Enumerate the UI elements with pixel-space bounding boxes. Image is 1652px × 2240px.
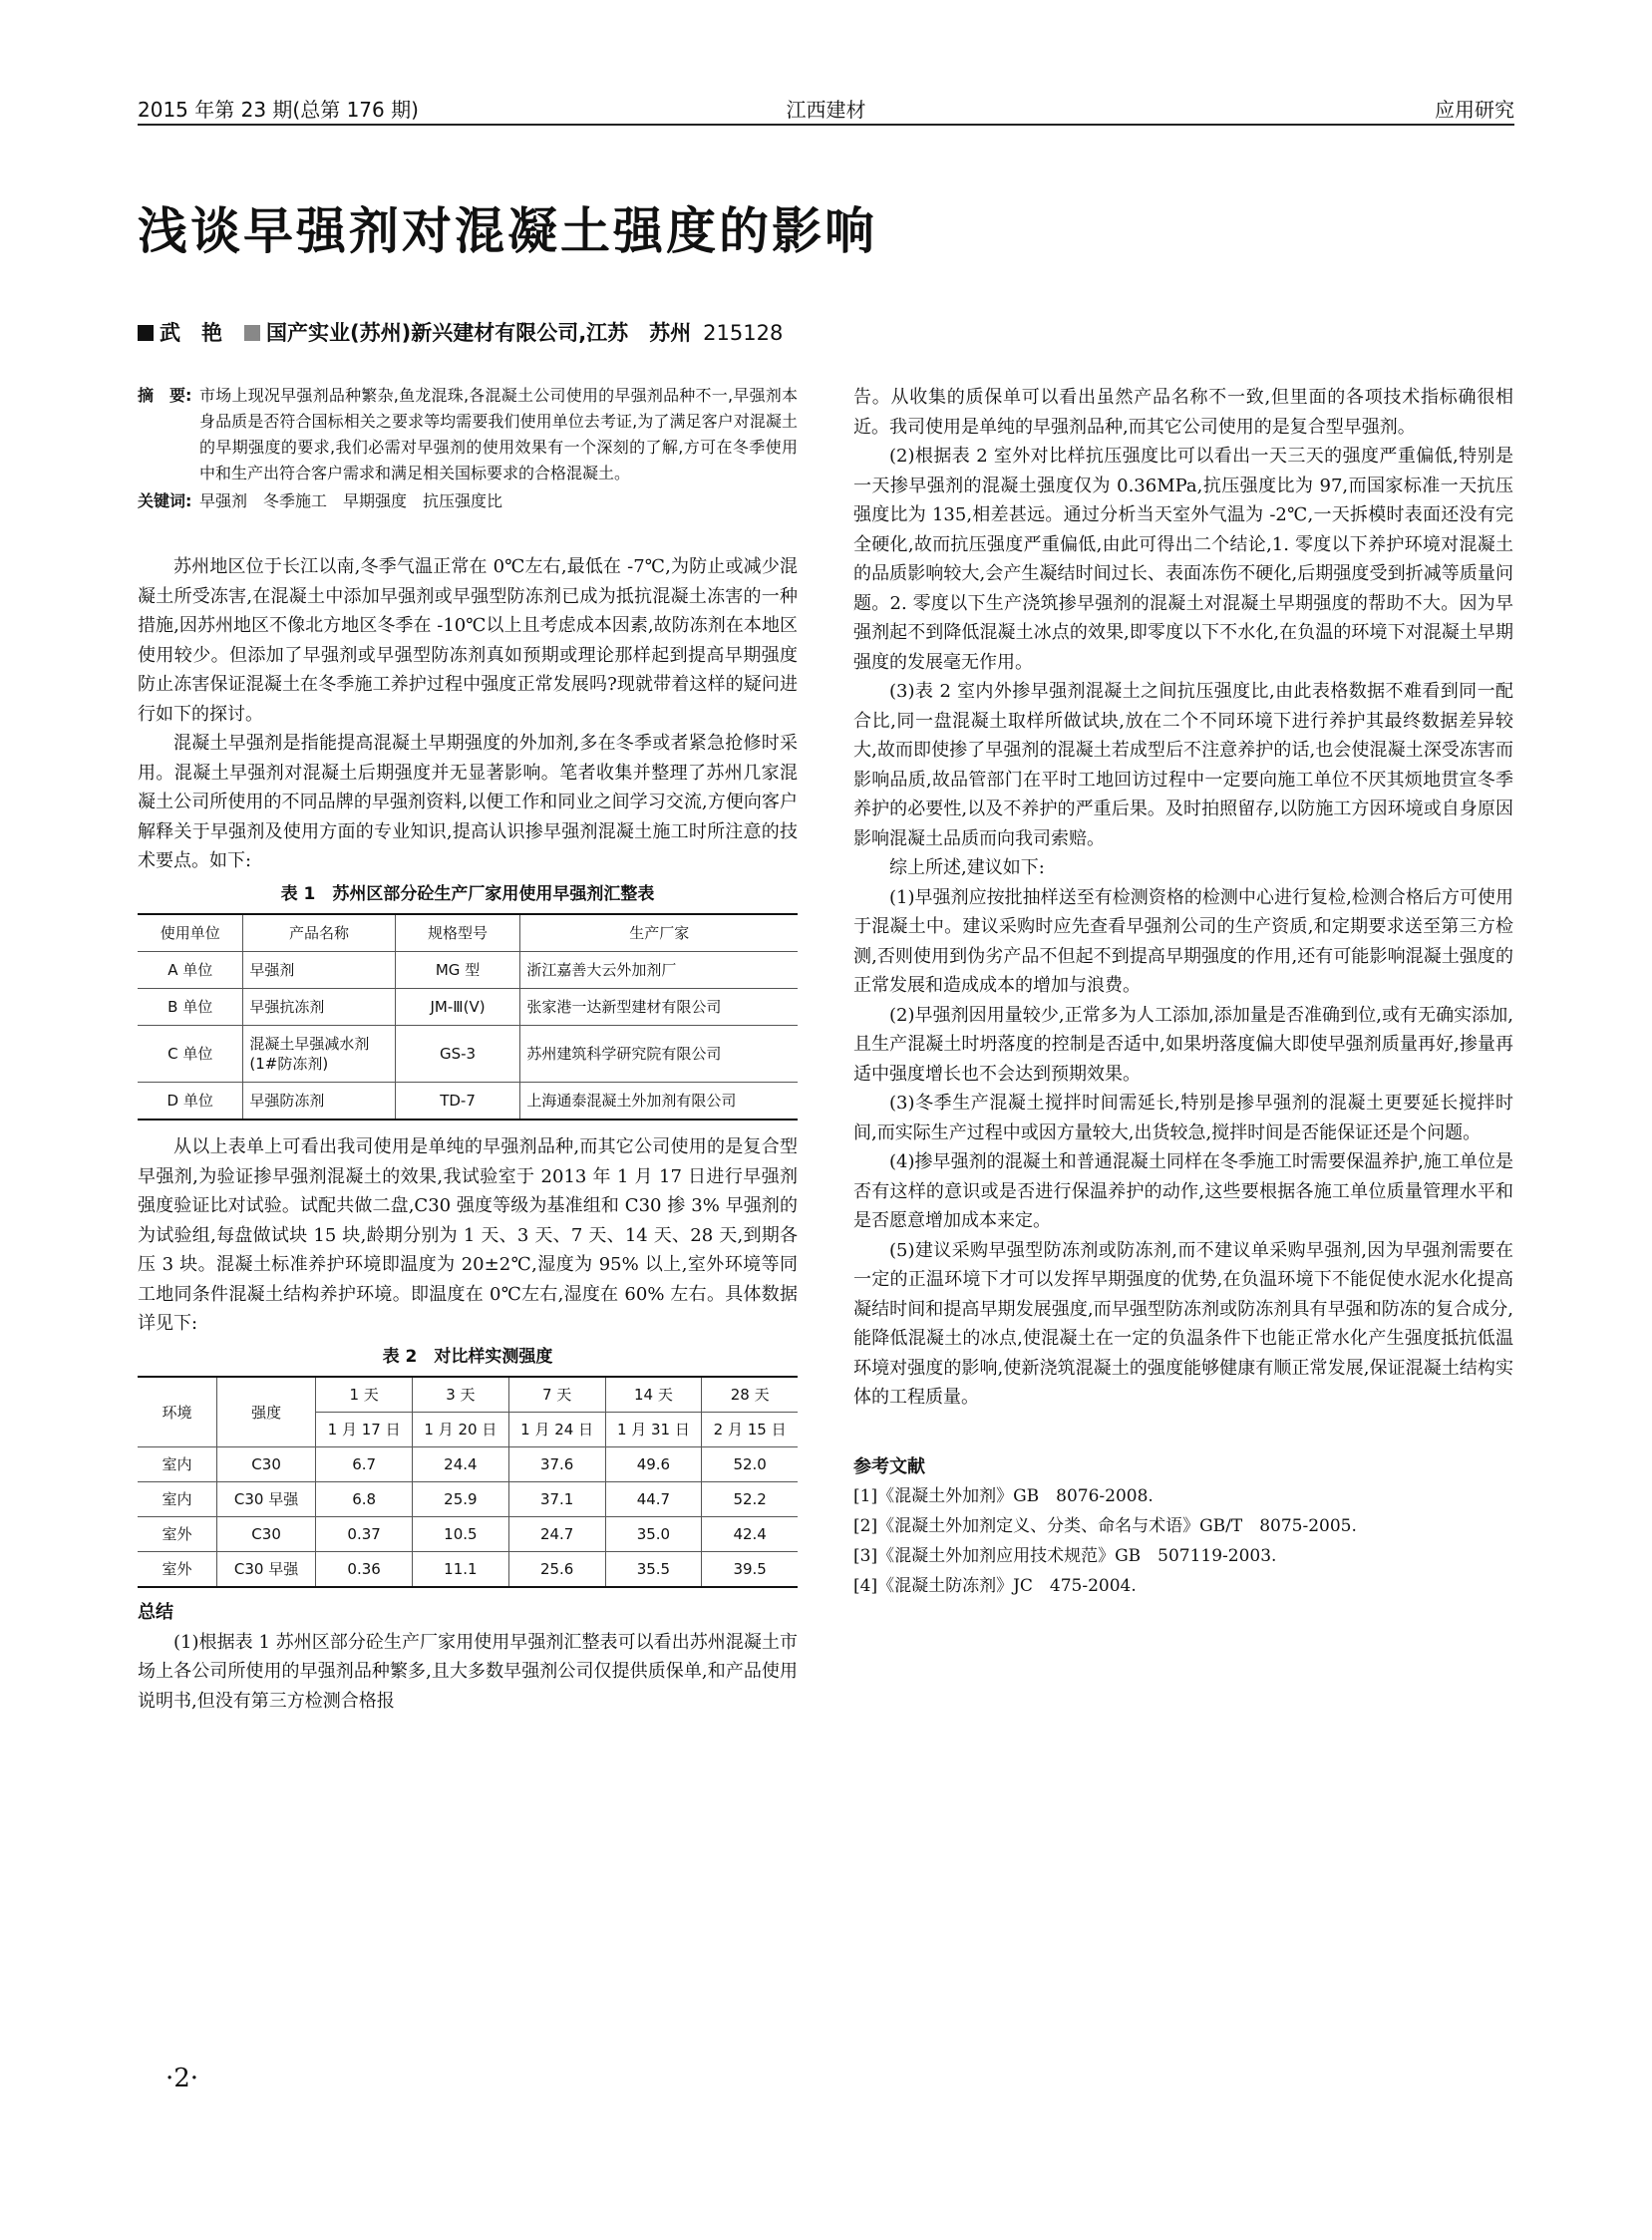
section-name: 应用研究 [1435,98,1514,122]
table-cell: 35.0 [605,1517,702,1552]
table-row [138,989,798,1026]
table-row [138,1083,798,1120]
table-cell: 11.1 [413,1552,509,1588]
table-header-cell: 28 天 [702,1377,798,1413]
references-heading: 参考文献 [853,1455,925,1477]
table-header-cell: 强度 [216,1377,315,1447]
table2-caption: 表 2 对比样实测强度 [382,1346,553,1367]
table-cell: 6.8 [316,1482,413,1517]
table-header-cell: 规格型号 [395,914,520,952]
body-paragraph: 从以上表单上可看出我司使用是单纯的早强剂品种,而其它公司使用的是复合型早强剂,为验证掺早强剂混凝土的效果,我试验室于 2013 年 1 月 17 日进行早强剂强度验证比对试验。试配共做二盘,C30 强度等级为基准组和 C30 掺 3% 早强剂的为试验组,每盘做试块 15 块,龄期分别为 1 天、3 天、7 天、14 天、28 天,到期各压 3 块。混凝土标准养护环境即温度为 20±2℃,湿度为 95% 以上,室外环境等同工地同条件混凝土结构养护环境。即温度在 0℃左右,湿度在 60% 左右。具体数据详见下: [138,1136,798,1334]
body-paragraph: (4)掺早强剂的混凝土和普通混凝土同样在冬季施工时需要保温养护,施工单位是否有这样的意识或是否进行保温养护的动作,这些要根据各施工单位质量管理水平和是否愿意增加成本来定。 [853,1151,1513,1231]
table-header-cell: 1 天 [316,1377,413,1413]
table-cell: D 单位 [138,1083,243,1120]
table-header-row [138,914,798,952]
page-number: ·2· [165,2064,199,2093]
abstract-label: 摘 要: [138,386,192,405]
table-cell: 25.9 [413,1482,509,1517]
table-row [138,1026,798,1083]
body-paragraph: (2)早强剂因用量较少,正常多为人工添加,添加量是否准确到位,或有无确实添加,且生产混凝土时坍落度的控制是否适中,如果坍落度偏大即使早强剂质量再好,掺量再适中强度增长也不会达到预期效果。 [853,1004,1513,1085]
body-paragraph: (3)表 2 室内外掺早强剂混凝土之间抗压强度比,由此表格数据不难看到同一配合比,同一盘混凝土取样所做试块,放在二个不同环境下进行养护其最终数据差异较大,故而即使掺了早强剂的混凝土若成型后不注意养护的话,也会使混凝土深受冻害而影响品质,故品管部门在平时工地回访过程中一定要向施工单位不厌其烦地贯宣冬季养护的必要性,以及不养护的严重后果。及时拍照留存,以防施工方因环境或自身原因影响混凝土品质而向我司索赔。 [853,681,1513,849]
table-header-cell: 1 月 20 日 [413,1413,509,1447]
table-cell: 49.6 [605,1447,702,1482]
table-cell: 6.7 [316,1447,413,1482]
table-cell: 37.1 [508,1482,605,1517]
table-cell: 24.7 [508,1517,605,1552]
table-cell: C30 早强 [216,1482,315,1517]
reference-item: [4]《混凝土防冻剂》JC 475-2004. [853,1576,1137,1596]
table-header-cell: 使用单位 [138,914,243,952]
table-cell: 早强抗冻剂 [243,989,395,1026]
table-cell: 室内 [138,1447,216,1482]
table-cell: C30 早强 [216,1552,315,1588]
right-column [853,383,1513,1601]
table-cell: C30 [216,1447,315,1482]
table-cell: 混凝土早强减水剂(1#防冻剂) [243,1026,395,1083]
table-cell: 浙江嘉善大云外加剂厂 [520,952,798,989]
table-cell: 室内 [138,1482,216,1517]
abstract [138,383,798,514]
table-cell: C30 [216,1517,315,1552]
issue-info: 2015 年第 23 期(总第 176 期) [138,98,419,122]
table-cell: 39.5 [702,1552,798,1588]
article-title: 浅谈早强剂对混凝土强度的影响 [138,202,877,260]
table-cell: 24.4 [413,1447,509,1482]
table1 [138,913,798,1120]
table-cell: 早强剂 [243,952,395,989]
table-cell: 42.4 [702,1517,798,1552]
table-cell: 苏州建筑科学研究院有限公司 [520,1026,798,1083]
journal-name: 江西建材 [786,98,866,122]
table-cell: 37.6 [508,1447,605,1482]
table-cell: 0.37 [316,1517,413,1552]
table-header-cell: 2 月 15 日 [702,1413,798,1447]
table-header-cell: 产品名称 [243,914,395,952]
table-cell: 25.6 [508,1552,605,1588]
keywords-text: 早强剂 冬季施工 早期强度 抗压强度比 [199,491,503,510]
body-paragraph: (2)根据表 2 室外对比样抗压强度比可以看出一天三天的强度严重偏低,特别是一天掺早强剂的混凝土强度仅为 0.36MPa,抗压强度比为 97,而国家标准一天抗压强度比为 135,相差甚远。通过分析当天室外气温为 -2℃,一天拆模时表面还没有完全硬化,故而抗压强度严重偏低,由此可得出二个结论,1. 零度以下养护环境对混凝土的品质影响较大,会产生凝结时间过长、表面冻伤不硬化,后期强度受到折减等质量问题。2. 零度以下生产浇筑掺早强剂的混凝土对混凝土早期强度的帮助不大。因为早强剂起不到降低混凝土冰点的效果,即零度以下不水化,在负温的环境下对混凝土早期强度的发展毫无作用。 [853,446,1513,673]
table-cell: 上海通泰混凝土外加剂有限公司 [520,1083,798,1120]
reference-item: [1]《混凝土外加剂》GB 8076-2008. [853,1486,1154,1506]
table-header-cell: 3 天 [413,1377,509,1413]
keywords-label: 关键词: [138,491,192,510]
table-header-cell: 1 月 24 日 [508,1413,605,1447]
summary-heading: 总结 [138,1602,173,1623]
author-postcode: 215128 [703,321,784,345]
body-paragraph: (1)早强剂应按批抽样送至有检测资格的检测中心进行复检,检测合格后方可使用于混凝土中。建议采购时应先查看早强剂公司的生产资质,和定期要求送至第三方检测,否则使用到伪劣产品不但起不到提高早期强度的作用,还有可能影响混凝土强度的正常发展和造成成本的增加与浪费。 [853,886,1513,996]
table-row [138,952,798,989]
table-row [138,1552,798,1588]
author-name: 武 艳 [160,321,222,345]
table-cell: 10.5 [413,1517,509,1552]
table-row [138,1447,798,1482]
table-row [138,1482,798,1517]
table-cell: JM-Ⅲ(V) [395,989,520,1026]
table-cell: 52.0 [702,1447,798,1482]
running-header [138,90,1514,126]
table-cell: 早强防冻剂 [243,1083,395,1120]
square-bullet-icon [138,325,154,341]
table2 [138,1376,798,1588]
abstract-text: 市场上现况早强剂品种繁杂,鱼龙混珠,各混凝土公司使用的早强剂品种不一,早强剂本身品质是否符合国标相关之要求等均需要我们使用单位去考证,为了满足客户对混凝土的早期强度的要求,我们必需对早强剂的使用效果有一个深刻的了解,方可在冬季使用中和生产出符合客户需求和满足相关国标要求的合格混凝土。 [199,386,798,482]
body-paragraph: (5)建议采购早强型防冻剂或防冻剂,而不建议单采购早强剂,因为早强剂需要在一定的正温环境下才可以发挥早期强度的优势,在负温环境下不能促使水泥水化提高凝结时间和提高早期发展强度,而早强型防冻剂或防冻剂具有早强和防冻的复合成分,能降低混凝土的冰点,使混凝土在一定的负温条件下也能正常水化产生强度抵抗低温环境对强度的影响,使新浇筑混凝土的强度能够健康有顺正常发展,保证混凝土结构实体的工程质量。 [853,1239,1513,1408]
table-cell: 张家港一达新型建材有限公司 [520,989,798,1026]
table-cell: TD-7 [395,1083,520,1120]
table-cell: 室外 [138,1517,216,1552]
body-paragraph: 告。从收集的质保单可以看出虽然产品名称不一致,但里面的各项技术指标确很相近。我司使用是单纯的早强剂品种,而其它公司使用的是复合型早强剂。 [853,387,1513,438]
table-cell: GS-3 [395,1026,520,1083]
table-cell: 0.36 [316,1552,413,1588]
author-line [138,317,783,347]
table-header-row [138,1377,798,1413]
body-paragraph: 综上所述,建议如下: [889,857,1045,878]
reference-item: [3]《混凝土外加剂应用技术规范》GB 507119-2003. [853,1546,1277,1566]
table-cell: A 单位 [138,952,243,989]
table-header-cell: 环境 [138,1377,216,1447]
table-header-cell: 生产厂家 [520,914,798,952]
left-column [138,383,798,1716]
author-affiliation: 国产实业(苏州)新兴建材有限公司,江苏 苏州 [266,321,692,345]
table-cell: C 单位 [138,1026,243,1083]
body-paragraph: 混凝土早强剂是指能提高混凝土早期强度的外加剂,多在冬季或者紧急抢修时采用。混凝土早强剂对混凝土后期强度并无显著影响。笔者收集并整理了苏州几家混凝土公司所使用的不同品牌的早强剂资料,以便工作和同业之间学习交流,方便向客户解释关于早强剂及使用方面的专业知识,提高认识掺早强剂混凝土施工时所注意的技术要点。如下: [138,733,798,871]
body-paragraph: (1)根据表 1 苏州区部分砼生产厂家用使用早强剂汇整表可以看出苏州混凝土市场上各公司所使用的早强剂品种繁多,且大多数早强剂公司仅提供质保单,和产品使用说明书,但没有第三方检测合格报 [138,1631,798,1712]
table-cell: 44.7 [605,1482,702,1517]
table-row [138,1517,798,1552]
table-cell: B 单位 [138,989,243,1026]
table-cell: 52.2 [702,1482,798,1517]
references-list [853,1481,1513,1601]
table-cell: 室外 [138,1552,216,1588]
table-cell: MG 型 [395,952,520,989]
table-header-cell: 1 月 31 日 [605,1413,702,1447]
table-cell: 35.5 [605,1552,702,1588]
table-header-cell: 1 月 17 日 [316,1413,413,1447]
body-paragraph: (3)冬季生产混凝土搅拌时间需延长,特别是掺早强剂的混凝土更要延长搅拌时间,而实际生产过程中或因方量较大,出货较急,搅拌时间是否能保证还是个问题。 [853,1093,1513,1143]
body-paragraph: 苏州地区位于长江以南,冬季气温正常在 0℃左右,最低在 -7℃,为防止或减少混凝土所受冻害,在混凝土中添加早强剂或早强型防冻剂已成为抵抗混凝土冻害的一种措施,因苏州地区不像北方地区冬季在 -10℃以上且考虑成本因素,故防冻剂在本地区使用较少。但添加了早强剂或早强型防冻剂真如预期或理论那样起到提高早期强度防止冻害保证混凝土在冬季施工养护过程中强度正常发展吗?现就带着这样的疑问进行如下的探讨。 [138,556,798,725]
table-header-cell: 7 天 [508,1377,605,1413]
reference-item: [2]《混凝土外加剂定义、分类、命名与术语》GB/T 8075-2005. [853,1516,1357,1536]
table1-caption: 表 1 苏州区部分砼生产厂家用使用早强剂汇整表 [280,883,655,904]
table-header-cell: 14 天 [605,1377,702,1413]
square-bullet-icon [244,325,260,341]
